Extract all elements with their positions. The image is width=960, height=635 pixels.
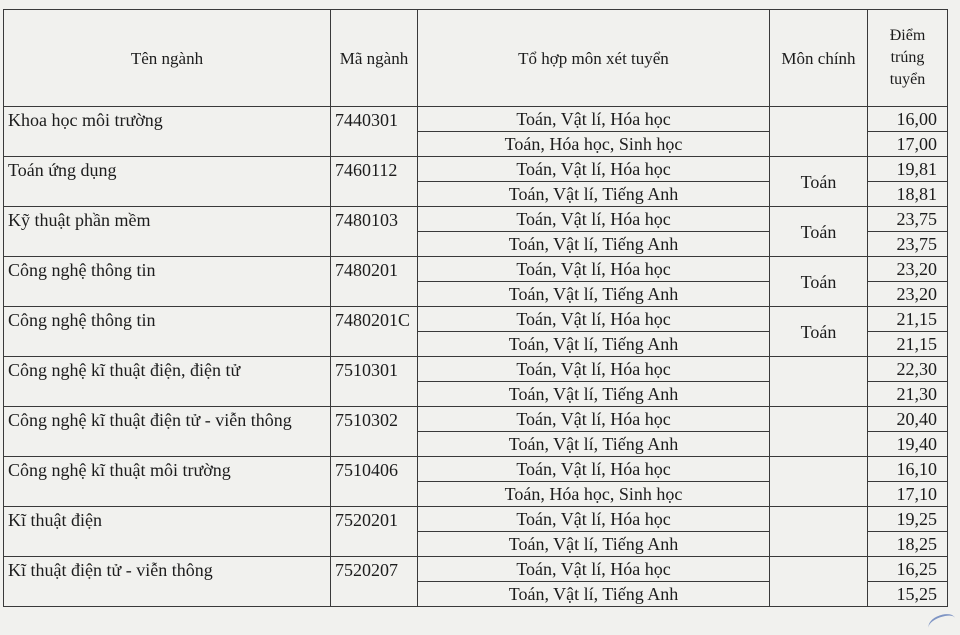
score-cell: 22,30 [868,357,948,382]
main-subject-cell [770,557,868,607]
major-name-cell: Toán ứng dụng [4,157,331,207]
table-row [4,207,948,232]
score-cell: 20,40 [868,407,948,432]
score-cell: 21,15 [868,307,948,332]
main-subject-cell: Toán [770,307,868,357]
combo-cell: Toán, Vật lí, Tiếng Anh [418,432,770,457]
header-code: Mã ngành [331,10,418,107]
combo-cell: Toán, Vật lí, Hóa học [418,507,770,532]
combo-cell: Toán, Vật lí, Hóa học [418,357,770,382]
score-cell: 15,25 [868,582,948,607]
score-cell: 23,75 [868,232,948,257]
combo-cell: Toán, Vật lí, Tiếng Anh [418,582,770,607]
major-name-cell: Công nghệ thông tin [4,307,331,357]
table-row [4,307,948,332]
combo-cell: Toán, Vật lí, Tiếng Anh [418,282,770,307]
combo-cell: Toán, Vật lí, Hóa học [418,557,770,582]
major-code-cell: 7520207 [331,557,418,607]
combo-cell: Toán, Vật lí, Hóa học [418,157,770,182]
combo-cell: Toán, Vật lí, Tiếng Anh [418,182,770,207]
combo-cell: Toán, Vật lí, Hóa học [418,207,770,232]
score-cell: 18,81 [868,182,948,207]
table-row [4,357,948,382]
admission-scores-table [3,9,948,607]
major-code-cell: 7510301 [331,357,418,407]
score-cell: 23,20 [868,257,948,282]
combo-cell: Toán, Hóa học, Sinh học [418,132,770,157]
major-name-cell: Công nghệ kĩ thuật điện, điện tử [4,357,331,407]
score-cell: 21,15 [868,332,948,357]
combo-cell: Toán, Vật lí, Hóa học [418,457,770,482]
table-row [4,557,948,582]
major-code-cell: 7480201C [331,307,418,357]
table-row [4,107,948,132]
combo-cell: Toán, Vật lí, Hóa học [418,107,770,132]
score-cell: 23,20 [868,282,948,307]
score-cell: 16,25 [868,557,948,582]
table-row [4,407,948,432]
major-code-cell: 7480201 [331,257,418,307]
header-row [4,10,948,107]
header-name: Tên ngành [4,10,331,107]
major-name-cell: Kỹ thuật phần mềm [4,207,331,257]
major-name-cell: Kĩ thuật điện tử - viễn thông [4,557,331,607]
combo-cell: Toán, Vật lí, Tiếng Anh [418,532,770,557]
combo-cell: Toán, Vật lí, Hóa học [418,307,770,332]
table-row [4,157,948,182]
main-subject-cell: Toán [770,207,868,257]
score-cell: 18,25 [868,532,948,557]
corner-scribble-mark [926,611,958,635]
main-subject-cell [770,407,868,457]
major-code-cell: 7510406 [331,457,418,507]
main-subject-cell [770,507,868,557]
main-subject-cell: Toán [770,257,868,307]
score-cell: 19,25 [868,507,948,532]
major-code-cell: 7520201 [331,507,418,557]
header-score-line1: Điểm [889,27,926,44]
header-score-line3: tuyển [889,71,926,88]
header-score [868,10,948,107]
score-cell: 19,40 [868,432,948,457]
table-row [4,507,948,532]
major-name-cell: Kĩ thuật điện [4,507,331,557]
header-score-line2: trúng [890,49,925,66]
major-code-cell: 7480103 [331,207,418,257]
major-code-cell: 7440301 [331,107,418,157]
score-cell: 19,81 [868,157,948,182]
combo-cell: Toán, Vật lí, Hóa học [418,257,770,282]
score-cell: 23,75 [868,207,948,232]
score-cell: 17,00 [868,132,948,157]
major-code-cell: 7460112 [331,157,418,207]
major-name-cell: Công nghệ kĩ thuật môi trường [4,457,331,507]
table-row [4,257,948,282]
main-subject-cell [770,107,868,157]
header-combo: Tổ hợp môn xét tuyển [418,10,770,107]
combo-cell: Toán, Vật lí, Tiếng Anh [418,232,770,257]
major-name-cell: Công nghệ kĩ thuật điện tử - viễn thông [4,407,331,457]
main-subject-cell [770,457,868,507]
score-cell: 21,30 [868,382,948,407]
major-name-cell: Công nghệ thông tin [4,257,331,307]
combo-cell: Toán, Vật lí, Hóa học [418,407,770,432]
combo-cell: Toán, Vật lí, Tiếng Anh [418,382,770,407]
header-main-subject: Môn chính [770,10,868,107]
major-name-cell: Khoa học môi trường [4,107,331,157]
main-subject-cell: Toán [770,157,868,207]
main-subject-cell [770,357,868,407]
score-cell: 16,00 [868,107,948,132]
major-code-cell: 7510302 [331,407,418,457]
score-cell: 16,10 [868,457,948,482]
combo-cell: Toán, Vật lí, Tiếng Anh [418,332,770,357]
score-cell: 17,10 [868,482,948,507]
table-row [4,457,948,482]
combo-cell: Toán, Hóa học, Sinh học [418,482,770,507]
